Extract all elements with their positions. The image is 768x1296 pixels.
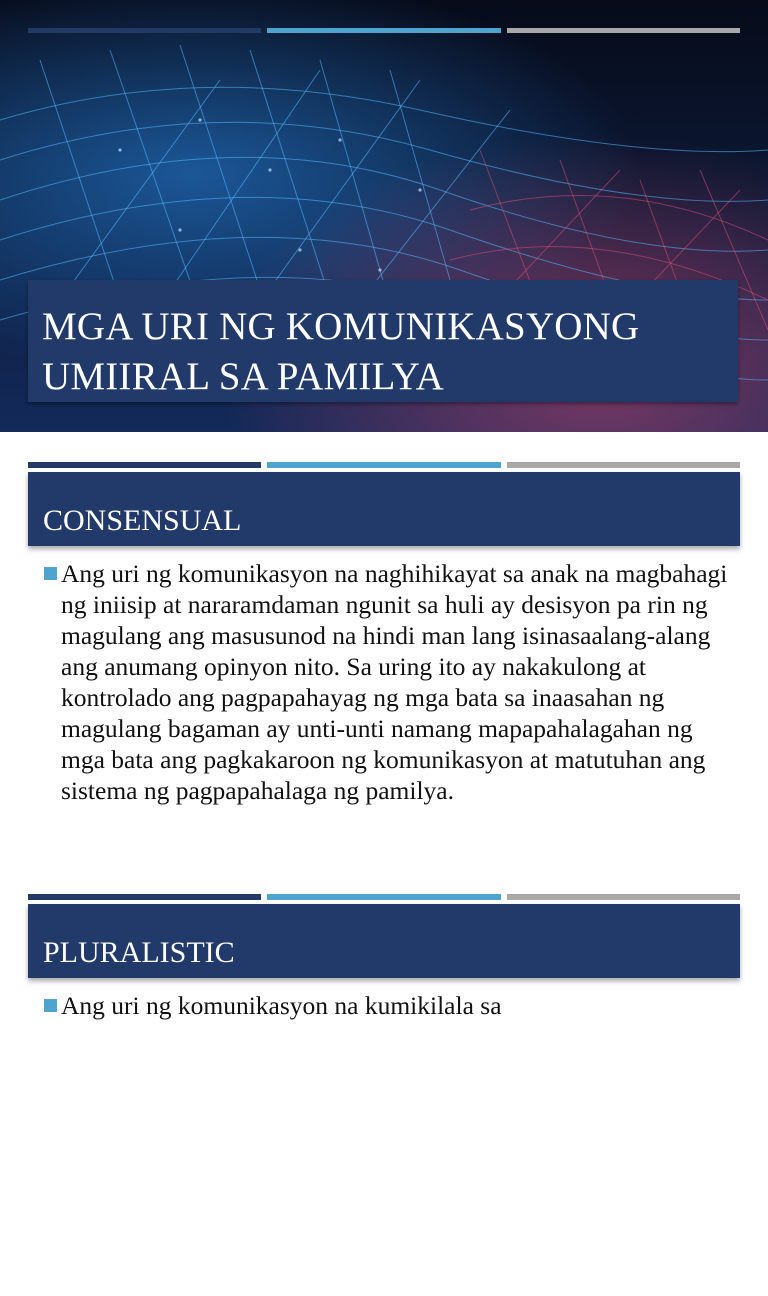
slide-header xyxy=(28,472,740,546)
bullet-square-icon xyxy=(44,999,57,1012)
accent-bar-dark xyxy=(28,462,261,468)
bullet-item xyxy=(44,990,734,1021)
bullet-text: Ang uri ng komunikasyon na naghihikayat sa anak na magbahagi ng iniisip at nararamdaman ngunit sa huli ay desisyon pa rin ng magulang ang masusunod na hindi man lang isinasaalang-alang ang anumang opinyon nito. Sa uring ito ay nakakulong at kontrolado ang pagpapahayag ng mga bata sa inaasahan ng magulang bagaman ay unti-unti namang mapapahalagahan ng mga bata ang pagkakaroon ng komunikasyon at matutuhan ang sistema ng pagpapahalaga ng pamilya. xyxy=(61,559,728,805)
accent-bar-light xyxy=(267,894,500,900)
title-slide xyxy=(0,0,768,432)
accent-bar-gray xyxy=(507,894,740,900)
content-slide-consensual xyxy=(0,432,768,864)
accent-bar-dark xyxy=(28,894,261,900)
slide-header xyxy=(28,904,740,978)
accent-bar-gray xyxy=(507,28,740,33)
accent-bar-dark xyxy=(28,28,261,33)
accent-bar-gray xyxy=(507,462,740,468)
slide-heading: CONSENSUAL xyxy=(43,504,242,537)
accent-bar-light xyxy=(267,462,500,468)
bullet-item xyxy=(44,558,734,806)
bullet-text: Ang uri ng komunikasyon na kumikilala sa xyxy=(61,991,502,1020)
accent-bars xyxy=(28,894,740,900)
accent-bar-light xyxy=(267,28,500,33)
title-box xyxy=(28,280,738,402)
slide-title: MGA URI NG KOMUNIKASYONG UMIIRAL SA PAMILYA xyxy=(42,305,640,398)
content-slide-pluralistic xyxy=(0,864,768,1296)
accent-bars xyxy=(28,28,740,33)
bullet-square-icon xyxy=(44,567,57,580)
accent-bars xyxy=(28,462,740,468)
slide-heading: PLURALISTIC xyxy=(43,936,235,969)
